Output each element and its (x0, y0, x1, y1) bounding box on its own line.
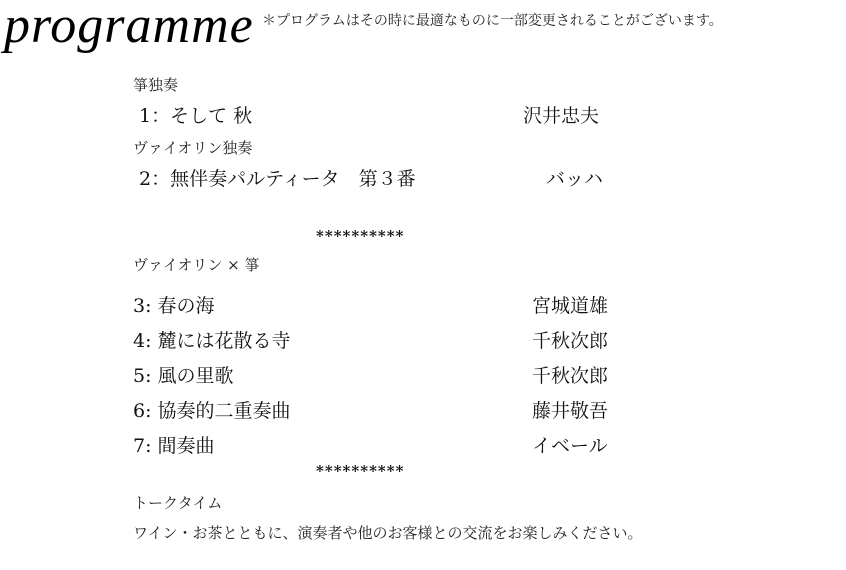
section-heading-violin-koto: ヴァイオリン × 箏 (133, 256, 260, 274)
section-heading-koto-solo: 箏独奏 (133, 76, 179, 94)
section-heading-violin-solo: ヴァイオリン独奏 (133, 139, 253, 157)
program-change-note: ＊プログラムはその時に最適なものに一部変更されることがございます。 (262, 13, 723, 29)
piece-7-composer: イベール (532, 435, 608, 457)
piece-1-title: 1：そして 秋 (139, 105, 253, 127)
piece-6-title: 6: 協奏的二重奏曲 (133, 400, 291, 422)
piece-3-composer: 宮城道雄 (532, 295, 609, 317)
piece-5-title: 5: 風の里歌 (133, 365, 234, 387)
piece-5-composer: 千秋次郎 (532, 365, 609, 387)
piece-3-title: 3: 春の海 (133, 295, 215, 317)
piece-2-composer: バッハ (546, 168, 604, 190)
piece-4-composer: 千秋次郎 (532, 330, 609, 352)
piece-6-composer: 藤井敬吾 (532, 400, 609, 422)
programme-title: programme (4, 0, 254, 54)
piece-1-composer: 沢井忠夫 (523, 105, 600, 127)
divider-stars-top: ********** (316, 227, 405, 245)
talk-time-heading: トークタイム (133, 494, 223, 512)
divider-stars-bottom: ********** (316, 462, 405, 480)
piece-7-title: 7: 間奏曲 (133, 435, 215, 457)
piece-4-title: 4: 麓には花散る寺 (133, 330, 291, 352)
piece-2-title: 2：無伴奏パルティータ 第３番 (139, 168, 416, 190)
talk-time-text: ワイン・お茶とともに、演奏者や他のお客様との交流をお楽しみください。 (133, 524, 643, 542)
